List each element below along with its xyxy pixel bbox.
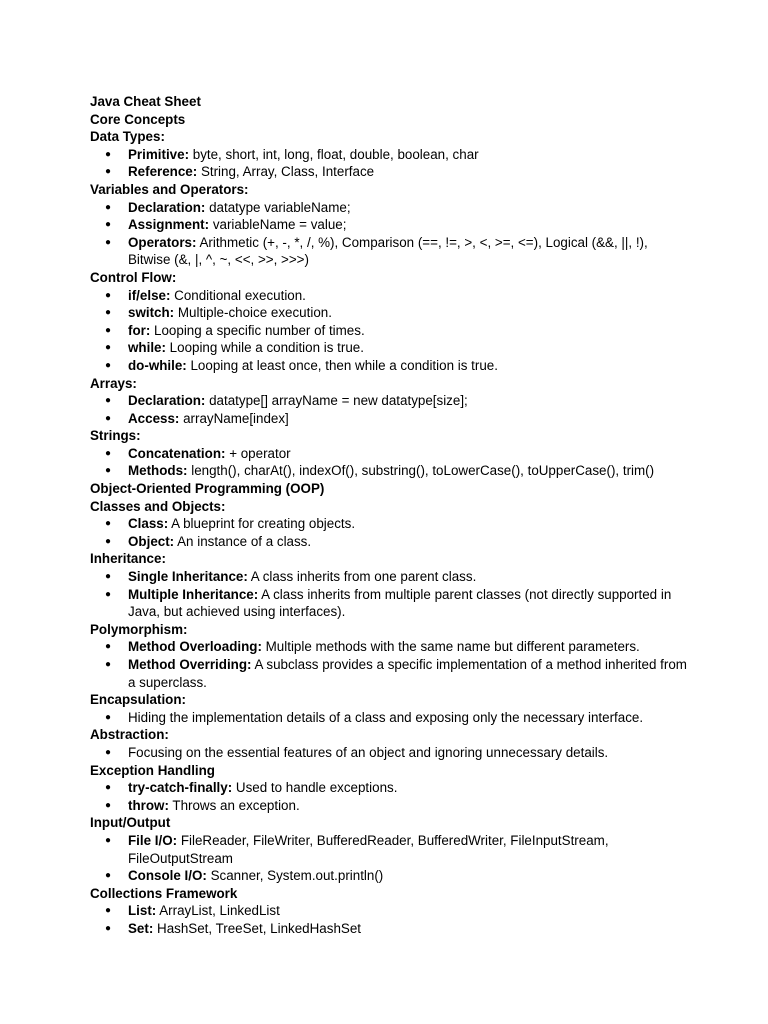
list-item	[90, 322, 690, 340]
item-text: HashSet, TreeSet, LinkedHashSet	[153, 920, 361, 936]
item-label: Method Overloading:	[128, 639, 262, 655]
list-item	[90, 462, 690, 480]
bullet-list	[90, 744, 690, 762]
item-label: while:	[128, 340, 166, 356]
item-text: A blueprint for creating objects.	[168, 516, 356, 532]
item-text: datatype[] arrayName = new datatype[size];	[205, 393, 468, 409]
item-text: Multiple methods with the same name but different parameters.	[261, 639, 640, 655]
item-label: if/else:	[128, 287, 171, 303]
section-heading: Polymorphism:	[90, 621, 188, 637]
item-label: Class:	[128, 516, 169, 532]
item-label: do-while:	[128, 357, 187, 373]
item-text: Looping at least once, then while a condition is true.	[186, 357, 498, 373]
bullet-list	[90, 445, 690, 480]
bullet-icon: ●	[105, 465, 112, 477]
bullet-list	[90, 779, 690, 814]
bullet-icon: ●	[105, 834, 112, 846]
bullet-icon: ●	[105, 324, 112, 336]
item-text: Multiple-choice execution.	[174, 305, 332, 321]
bullet-list	[90, 287, 690, 375]
item-label: File I/O:	[128, 832, 178, 848]
item-label: Concatenation:	[128, 445, 226, 461]
list-item	[90, 199, 690, 217]
bullet-icon: ●	[105, 412, 112, 424]
item-label: try-catch-finally:	[128, 780, 233, 796]
bullet-list	[90, 146, 690, 181]
item-label: switch:	[128, 305, 175, 321]
item-label: Methods:	[128, 463, 188, 479]
bullet-icon: ●	[105, 307, 112, 319]
item-label: Reference:	[128, 164, 198, 180]
bullet-icon: ●	[105, 659, 112, 670]
bullet-list	[90, 709, 690, 727]
list-item	[90, 287, 690, 305]
bullet-icon: ●	[105, 289, 112, 301]
bullet-icon: ●	[105, 746, 112, 758]
item-text: A class inherits from multiple parent classes (not directly supported in Java, but achieved using interfaces).	[128, 586, 672, 620]
item-text: arrayName[index]	[179, 410, 289, 426]
item-text: FileReader, FileWriter, BufferedReader, BufferedWriter, FileInputStream, FileOutputStream	[128, 832, 609, 866]
list-item	[90, 744, 690, 762]
bullet-icon: ●	[105, 447, 112, 459]
section-heading: Variables and Operators:	[90, 181, 249, 197]
item-label: Access:	[128, 410, 180, 426]
list-item	[90, 304, 690, 322]
list-item	[90, 216, 690, 234]
list-item	[90, 586, 690, 621]
bullet-icon: ●	[105, 148, 112, 160]
bullet-icon: ●	[105, 588, 112, 600]
bullet-list	[90, 392, 690, 427]
bullet-icon: ●	[105, 359, 112, 371]
bullet-icon: ●	[105, 711, 112, 723]
section-heading: Object-Oriented Programming (OOP)	[90, 481, 325, 497]
bullet-list	[90, 902, 690, 937]
item-label: Assignment:	[128, 217, 210, 233]
item-label: for:	[128, 322, 151, 338]
bullet-icon: ●	[105, 201, 112, 213]
list-item	[90, 146, 690, 164]
list-item	[90, 234, 690, 269]
section-heading: Classes and Objects:	[90, 498, 226, 514]
item-label: List:	[128, 903, 157, 919]
bullet-icon: ●	[105, 870, 112, 882]
list-item	[90, 445, 690, 463]
list-item	[90, 797, 690, 815]
section-heading: Inheritance:	[90, 551, 166, 567]
section-heading: Core Concepts	[90, 111, 186, 127]
list-item	[90, 163, 690, 181]
item-label: Single Inheritance:	[128, 569, 248, 585]
bullet-icon: ●	[105, 641, 112, 653]
section-heading: Input/Output	[90, 815, 171, 831]
bullet-icon: ●	[105, 799, 112, 811]
list-item	[90, 533, 690, 551]
list-item	[90, 832, 690, 867]
item-text: A class inherits from one parent class.	[247, 569, 477, 585]
item-text: byte, short, int, long, float, double, boolean, char	[189, 146, 479, 162]
section-heading: Collections Framework	[90, 885, 238, 901]
list-item	[90, 656, 690, 691]
item-label: Set:	[128, 920, 154, 936]
list-item	[90, 392, 690, 410]
item-label: Object:	[128, 533, 175, 549]
bullet-icon: ●	[105, 922, 112, 934]
list-item	[90, 867, 690, 885]
document-body	[90, 93, 690, 938]
item-label: Primitive:	[128, 146, 190, 162]
bullet-icon: ●	[105, 219, 112, 231]
bullet-list	[90, 832, 690, 885]
list-item	[90, 902, 690, 920]
item-text: An instance of a class.	[174, 533, 312, 549]
item-text: Scanner, System.out.println()	[206, 868, 384, 884]
list-item	[90, 638, 690, 656]
bullet-list	[90, 638, 690, 691]
section-heading: Exception Handling	[90, 762, 215, 778]
bullet-icon: ●	[105, 905, 112, 917]
section-heading: Encapsulation:	[90, 692, 186, 708]
list-item	[90, 339, 690, 357]
item-text: Used to handle exceptions.	[232, 780, 398, 796]
item-text: variableName = value;	[209, 217, 347, 233]
item-label: throw:	[128, 797, 169, 813]
list-item	[90, 709, 690, 727]
item-text: Throws an exception.	[168, 797, 300, 813]
list-item	[90, 410, 690, 428]
bullet-list	[90, 568, 690, 621]
bullet-icon: ●	[105, 782, 112, 794]
item-label: Declaration:	[128, 393, 206, 409]
item-text: String, Array, Class, Interface	[197, 164, 375, 180]
section-heading: Abstraction:	[90, 727, 169, 743]
list-item	[90, 357, 690, 375]
item-label: Multiple Inheritance:	[128, 586, 259, 602]
bullet-icon: ●	[105, 342, 112, 354]
item-text: Conditional execution.	[170, 287, 306, 303]
bullet-icon: ●	[105, 518, 112, 530]
bullet-list	[90, 515, 690, 550]
bullet-icon: ●	[105, 571, 112, 583]
list-item	[90, 515, 690, 533]
item-text: Looping while a condition is true.	[165, 340, 364, 356]
item-label: Declaration:	[128, 199, 206, 215]
section-heading: Strings:	[90, 428, 141, 444]
item-text: ArrayList, LinkedList	[156, 903, 280, 919]
section-heading: Control Flow:	[90, 269, 177, 285]
bullet-icon: ●	[105, 236, 112, 248]
bullet-icon: ●	[105, 395, 112, 407]
item-text: + operator	[225, 445, 291, 461]
item-label: Console I/O:	[128, 868, 207, 884]
item-text: Arithmetic (+, -, *, /, %), Comparison (==, !=, >, <, >=, <=), Logical (&&, ||, !), Bitwise (&, |, ^, ~, <<, >>, >>>)	[128, 234, 648, 268]
bullet-icon: ●	[105, 535, 112, 547]
bullet-list	[90, 199, 690, 269]
item-label: Operators:	[128, 234, 197, 250]
list-item	[90, 920, 690, 938]
section-heading: Data Types:	[90, 129, 165, 145]
item-text: Hiding the implementation details of a class and exposing only the necessary interface.	[128, 709, 644, 725]
item-text: datatype variableName;	[205, 199, 351, 215]
item-text: Focusing on the essential features of an object and ignoring unnecessary details.	[128, 744, 609, 760]
item-text: Looping a specific number of times.	[150, 322, 365, 338]
item-text: A subclass provides a specific implementation of a method inherited from a superclass.	[128, 657, 687, 690]
item-text: length(), charAt(), indexOf(), substring(), toLowerCase(), toUpperCase(), trim()	[187, 463, 655, 479]
document-title: Java Cheat Sheet	[90, 94, 201, 109]
list-item	[90, 779, 690, 797]
bullet-icon: ●	[105, 166, 112, 178]
list-item	[90, 568, 690, 586]
document-content	[90, 111, 690, 938]
item-label: Method Overriding:	[128, 657, 252, 672]
section-heading: Arrays:	[90, 375, 137, 391]
